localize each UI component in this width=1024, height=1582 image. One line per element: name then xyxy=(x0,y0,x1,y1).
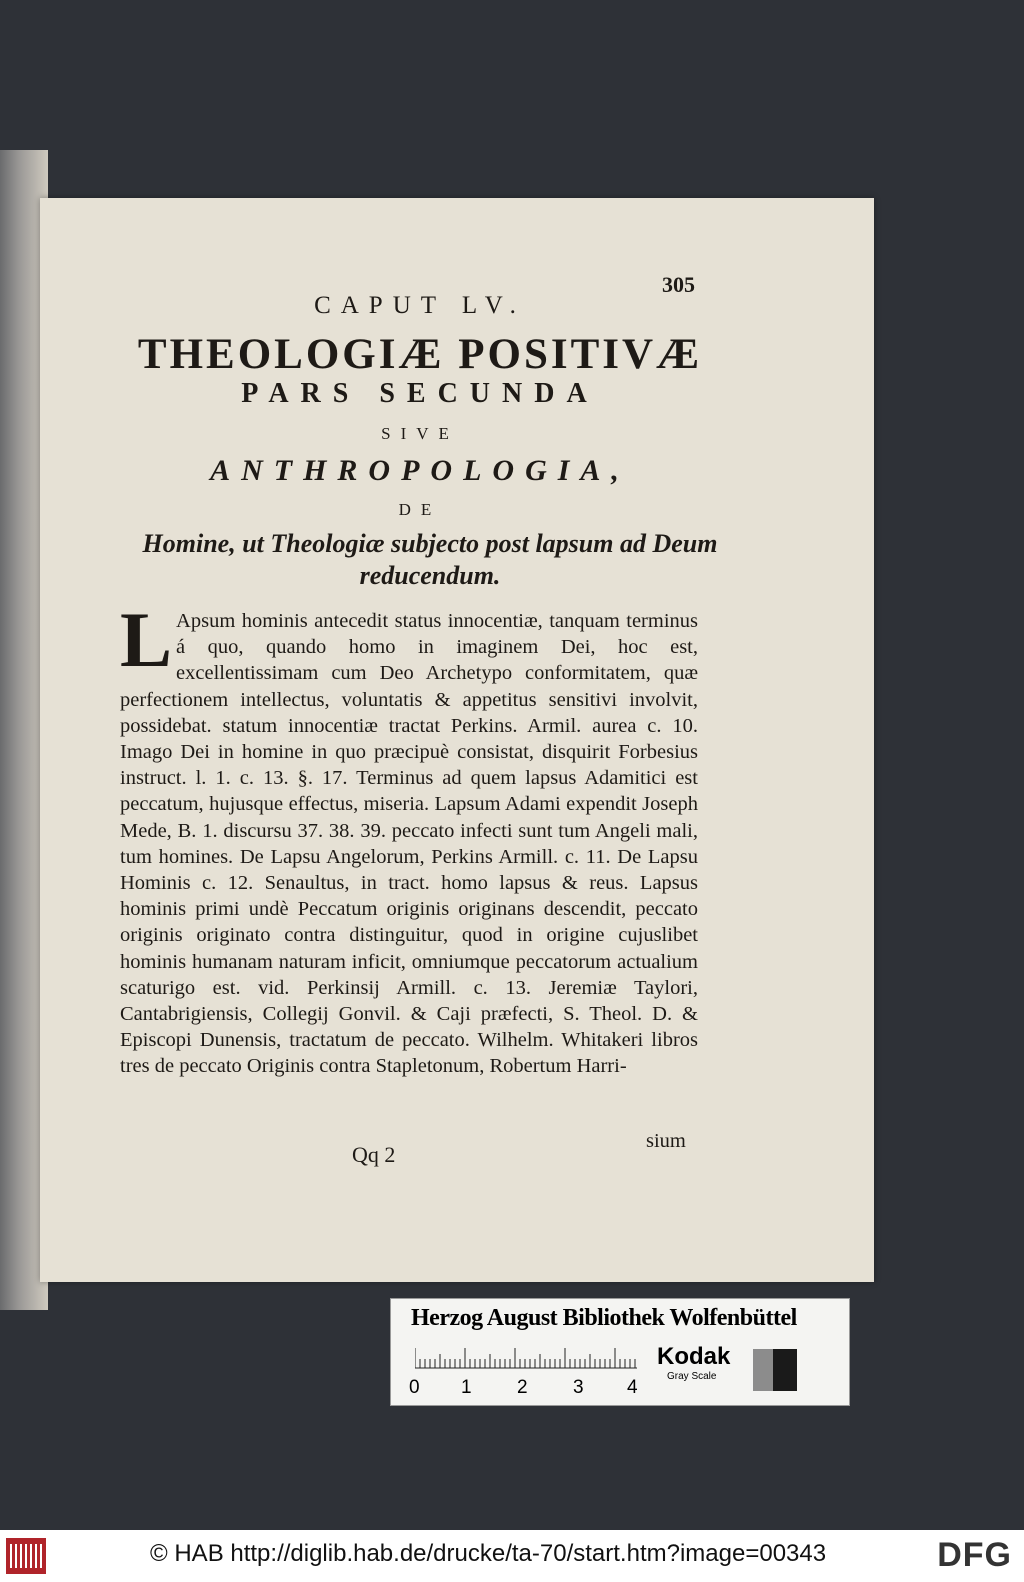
ruler-number: 3 xyxy=(573,1377,584,1398)
page-number: 305 xyxy=(662,272,695,297)
black-patch xyxy=(773,1349,797,1391)
anthropologia-heading: ANTHROPOLOGIA, xyxy=(210,454,630,487)
de-word: DE xyxy=(398,500,442,519)
footer-bar xyxy=(0,1530,1024,1582)
kodak-label: Kodak xyxy=(657,1343,731,1370)
hab-logo-icon xyxy=(6,1538,46,1574)
ruler-number: 0 xyxy=(409,1377,420,1398)
sive-word: SIVE xyxy=(381,424,459,443)
dfg-logo: DFG xyxy=(937,1536,1012,1574)
body-paragraph: Apsum hominis antecedit status innocentiæ, tanquam terminus á quo, quando homo in imaginem Dei, hoc est, excellentissimam cum Deo Archetypo conformitatem, quæ perfectionem intellectus, voluntatis & appetitus sensitivi involvit, possidebat. statum innocentiæ tractat Perkins. Armil. aurea c. 10. Imago Dei in homine in quo præcipuè consistat, disquirit Forbesius instruct. l. 1. c. 13. §. 17. Terminus ad quem lapsus Adamitici est peccatum, hujusque effectus, miseria. Lapsum Adami expendit Joseph Mede, B. 1. discursu 37. 38. 39. peccato infecti sunt tum Angeli mali, tum homines. De Lapsu Angelorum, Perkins Armill. c. 11. De Lapsu Hominis c. 12. Senaultus, in tract. homo lapsus & reus. Lapsus hominis primi undè Peccatum originis originans descendit, peccato originis originato contra distinguitur, quod in origine cujuslibet hominis humanam naturam inficit, omniumque peccatorum actualium scaturigo est. vid. Perkinsij Armill. c. 13. Jeremiæ Taylori, Cantabrigiensis, Collegij Gonvil. & Caji præfecti, S. Theol. D. & Episcopi Dunensis, tractatum de peccato. Wilhelm. Whitakeri libros tres de peccato Originis contra Stapletonum, Robertum Harri- xyxy=(120,610,698,1078)
gray-scale-label: Gray Scale xyxy=(667,1371,717,1382)
page-subtitle: PARS SECUNDA xyxy=(241,378,599,409)
signature-mark: Qq 2 xyxy=(352,1142,396,1167)
library-name: Herzog August Bibliothek Wolfenbüttel xyxy=(411,1305,797,1331)
book-page xyxy=(40,198,874,1282)
copyright-link[interactable]: © HAB http://diglib.hab.de/drucke/ta-70/start.htm?image=00343 xyxy=(150,1540,827,1567)
scale-ruler xyxy=(415,1347,637,1369)
library-card xyxy=(390,1298,850,1406)
ruler-number: 1 xyxy=(461,1377,472,1398)
section-heading: Homine, ut Theologiæ subjecto post lapsum ad Deum reducendum. xyxy=(142,529,718,590)
chapter-heading: CAPUT LV. xyxy=(314,292,526,319)
catchword: sium xyxy=(646,1130,686,1152)
page-title: THEOLOGIÆ POSITIVÆ xyxy=(137,331,703,378)
body-text xyxy=(120,596,698,1080)
gray-patch xyxy=(753,1349,773,1391)
ruler-number: 4 xyxy=(627,1377,638,1398)
drop-cap: L xyxy=(120,596,173,683)
ruler-number: 2 xyxy=(517,1377,528,1398)
